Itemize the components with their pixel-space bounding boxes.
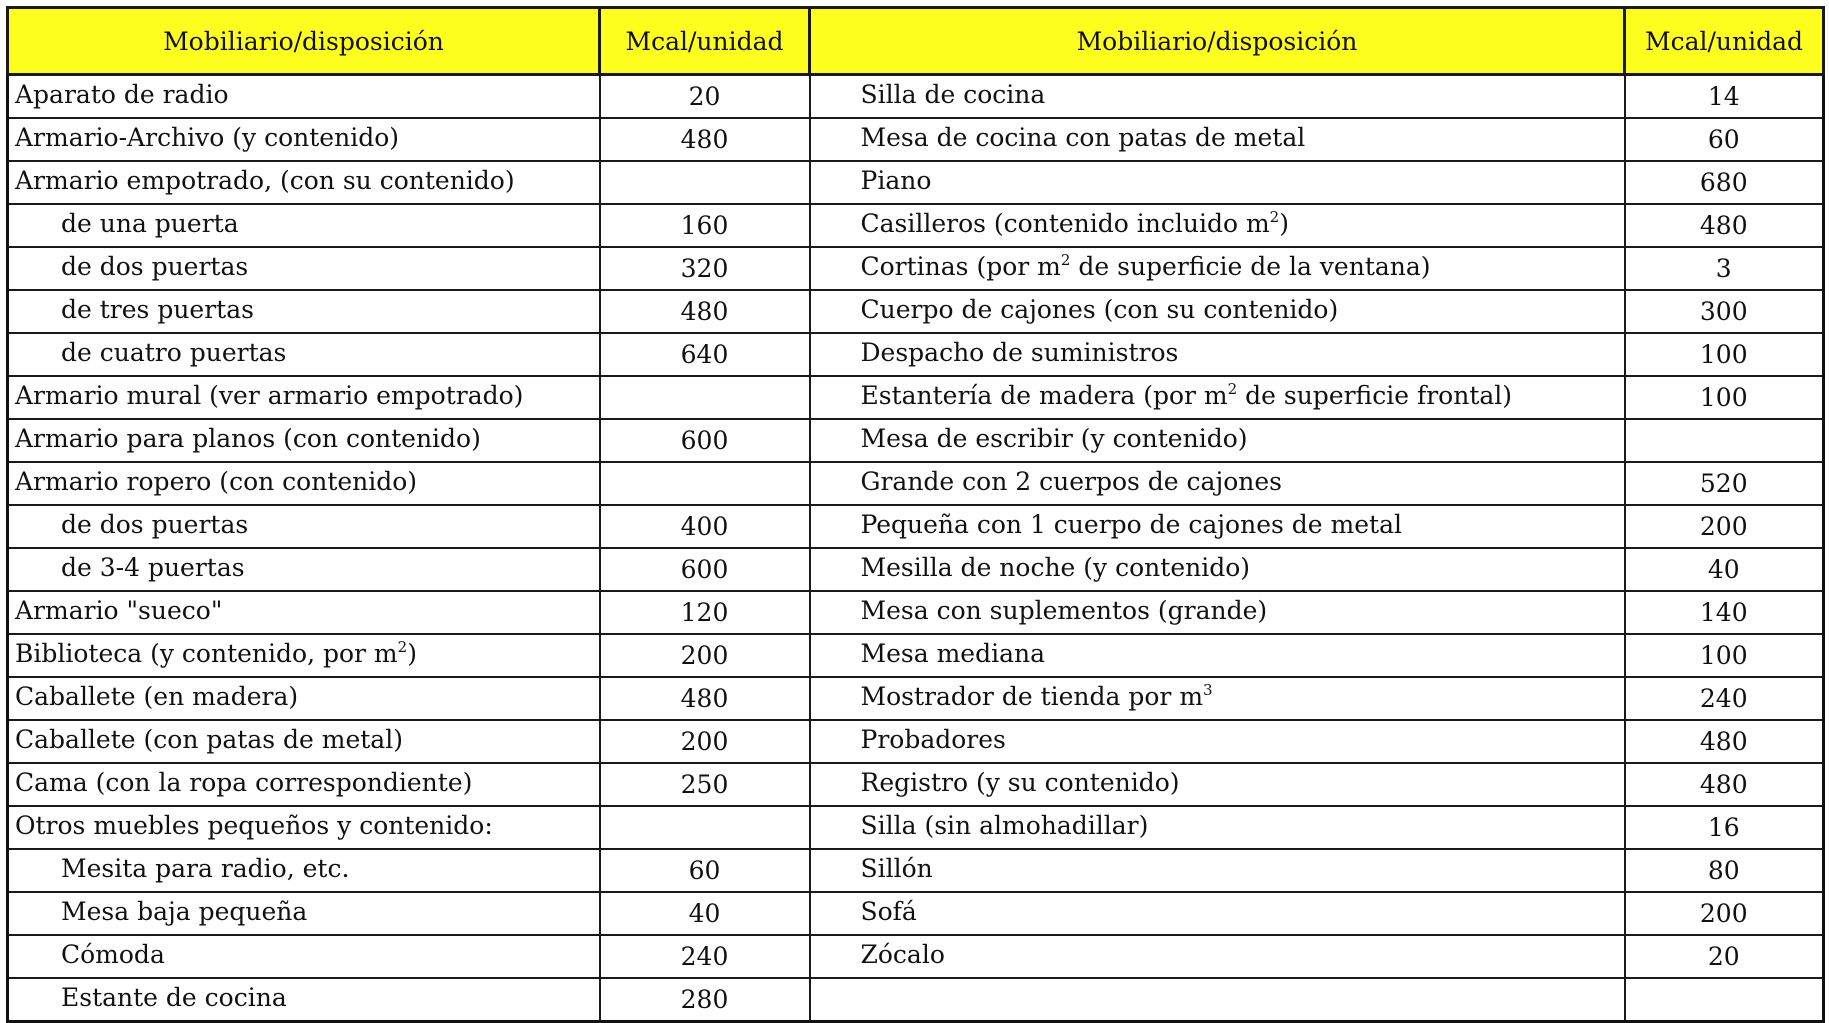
right-item-cell bbox=[810, 75, 1625, 119]
left-item-text: Armario "sueco" bbox=[15, 596, 223, 625]
header-furniture-left: Mobiliario/disposición bbox=[8, 8, 600, 75]
table-body bbox=[8, 75, 1824, 1022]
left-item-label bbox=[15, 295, 254, 324]
right-item-text: Mesilla de noche (y contenido) bbox=[860, 553, 1251, 582]
right-mcal-value: 80 bbox=[1625, 849, 1824, 892]
left-item-text: Cómoda bbox=[61, 940, 165, 969]
right-item-cell bbox=[810, 849, 1625, 892]
left-mcal-value: 20 bbox=[600, 75, 810, 119]
left-item-label bbox=[15, 639, 417, 668]
left-item-text: Armario ropero (con contenido) bbox=[15, 467, 418, 496]
right-mcal-value bbox=[1625, 419, 1824, 462]
header-furniture-right: Mobiliario/disposición bbox=[810, 8, 1625, 75]
left-item-text: Armario para planos (con contenido) bbox=[15, 424, 481, 453]
left-item-cell bbox=[8, 204, 600, 247]
left-mcal-value: 320 bbox=[600, 247, 810, 290]
right-item-text: Grande con 2 cuerpos de cajones bbox=[860, 467, 1282, 496]
left-item-label bbox=[15, 80, 229, 109]
left-item-text: de dos puertas bbox=[61, 252, 249, 281]
left-item-text: Armario mural (ver armario empotrado) bbox=[15, 381, 524, 410]
left-item-cell bbox=[8, 591, 600, 634]
left-mcal-value: 480 bbox=[600, 290, 810, 333]
left-item-cell bbox=[8, 892, 600, 935]
right-item-text: Silla (sin almohadillar) bbox=[860, 811, 1149, 840]
right-item-cell bbox=[810, 892, 1625, 935]
left-item-text: Mesita para radio, etc. bbox=[61, 854, 350, 883]
table-row bbox=[8, 935, 1824, 978]
table-row bbox=[8, 763, 1824, 806]
table-row bbox=[8, 677, 1824, 720]
right-item-superscript: 2 bbox=[1060, 251, 1071, 269]
table-row bbox=[8, 247, 1824, 290]
right-item-cell bbox=[810, 505, 1625, 548]
header-row bbox=[8, 8, 1824, 75]
right-mcal-value: 100 bbox=[1625, 376, 1824, 419]
left-item-text: de dos puertas bbox=[61, 510, 249, 539]
right-item-cell bbox=[810, 806, 1625, 849]
left-item-text: Otros muebles pequeños y contenido: bbox=[15, 811, 493, 840]
table-row bbox=[8, 118, 1824, 161]
right-item-text-suffix: de superficie de la ventana) bbox=[1070, 252, 1431, 281]
left-item-cell bbox=[8, 247, 600, 290]
right-item-text: Cuerpo de cajones (con su contenido) bbox=[860, 295, 1339, 324]
right-item-text-suffix: de superficie frontal) bbox=[1237, 381, 1513, 410]
right-item-superscript: 2 bbox=[1269, 208, 1280, 226]
left-item-cell bbox=[8, 677, 600, 720]
right-item-text-suffix: ) bbox=[1279, 209, 1289, 238]
right-mcal-value: 480 bbox=[1625, 763, 1824, 806]
left-item-cell bbox=[8, 978, 600, 1022]
right-mcal-value: 40 bbox=[1625, 548, 1824, 591]
right-mcal-value: 14 bbox=[1625, 75, 1824, 119]
table-row bbox=[8, 333, 1824, 376]
left-mcal-value bbox=[600, 462, 810, 505]
right-item-text: Silla de cocina bbox=[860, 80, 1046, 109]
right-item-cell bbox=[810, 978, 1625, 1022]
left-item-label bbox=[15, 123, 399, 152]
table-row bbox=[8, 376, 1824, 419]
right-item-text: Piano bbox=[860, 166, 932, 195]
left-mcal-value bbox=[600, 806, 810, 849]
right-item-cell bbox=[810, 677, 1625, 720]
left-item-label bbox=[15, 725, 403, 754]
left-item-text: Biblioteca (y contenido, por m bbox=[15, 639, 398, 668]
table-row bbox=[8, 634, 1824, 677]
right-mcal-value: 16 bbox=[1625, 806, 1824, 849]
right-item-cell bbox=[810, 548, 1625, 591]
right-item-cell bbox=[810, 118, 1625, 161]
furniture-energy-table bbox=[6, 6, 1825, 1023]
table-header bbox=[8, 8, 1824, 75]
left-item-label bbox=[15, 338, 286, 367]
left-mcal-value: 240 bbox=[600, 935, 810, 978]
right-item-text: Cortinas (por m bbox=[860, 252, 1061, 281]
right-mcal-value: 60 bbox=[1625, 118, 1824, 161]
left-mcal-value bbox=[600, 376, 810, 419]
left-mcal-value: 160 bbox=[600, 204, 810, 247]
left-item-text-suffix: ) bbox=[407, 639, 417, 668]
table-row bbox=[8, 505, 1824, 548]
right-mcal-value: 200 bbox=[1625, 505, 1824, 548]
right-mcal-value: 480 bbox=[1625, 720, 1824, 763]
right-item-text: Estantería de madera (por m bbox=[860, 381, 1228, 410]
right-item-cell bbox=[810, 462, 1625, 505]
right-mcal-value: 680 bbox=[1625, 161, 1824, 204]
left-item-label bbox=[15, 209, 239, 238]
right-mcal-value: 520 bbox=[1625, 462, 1824, 505]
right-item-cell bbox=[810, 290, 1625, 333]
table-row bbox=[8, 548, 1824, 591]
table-row bbox=[8, 849, 1824, 892]
right-item-text: Probadores bbox=[860, 725, 1006, 754]
left-item-label bbox=[15, 381, 523, 410]
left-item-cell bbox=[8, 720, 600, 763]
left-item-cell bbox=[8, 849, 600, 892]
left-item-label bbox=[15, 854, 349, 883]
left-item-cell bbox=[8, 806, 600, 849]
left-item-text: Mesa baja pequeña bbox=[61, 897, 308, 926]
right-mcal-value: 140 bbox=[1625, 591, 1824, 634]
left-item-label bbox=[15, 553, 245, 582]
left-item-label bbox=[15, 897, 307, 926]
right-item-text: Despacho de suministros bbox=[860, 338, 1179, 367]
left-item-cell bbox=[8, 290, 600, 333]
left-mcal-value: 640 bbox=[600, 333, 810, 376]
left-mcal-value bbox=[600, 161, 810, 204]
right-item-text: Mesa con suplementos (grande) bbox=[860, 596, 1268, 625]
right-item-text: Pequeña con 1 cuerpo de cajones de metal bbox=[860, 510, 1402, 539]
right-item-cell bbox=[810, 161, 1625, 204]
left-item-label bbox=[15, 166, 515, 195]
right-item-text: Mesa de escribir (y contenido) bbox=[860, 424, 1248, 453]
left-mcal-value: 250 bbox=[600, 763, 810, 806]
table-row bbox=[8, 892, 1824, 935]
left-item-cell bbox=[8, 161, 600, 204]
left-item-text: de tres puertas bbox=[61, 295, 254, 324]
right-item-cell bbox=[810, 591, 1625, 634]
left-item-cell bbox=[8, 634, 600, 677]
right-item-cell bbox=[810, 419, 1625, 462]
right-mcal-value: 100 bbox=[1625, 333, 1824, 376]
left-item-label bbox=[15, 467, 417, 496]
right-mcal-value: 480 bbox=[1625, 204, 1824, 247]
right-item-cell bbox=[810, 634, 1625, 677]
left-mcal-value: 480 bbox=[600, 677, 810, 720]
left-item-label bbox=[15, 596, 222, 625]
right-mcal-value: 300 bbox=[1625, 290, 1824, 333]
right-item-text: Casilleros (contenido incluido m bbox=[860, 209, 1270, 238]
left-item-cell bbox=[8, 118, 600, 161]
left-item-text: Cama (con la ropa correspondiente) bbox=[15, 768, 473, 797]
left-item-cell bbox=[8, 505, 600, 548]
left-item-label bbox=[15, 510, 248, 539]
left-item-cell bbox=[8, 935, 600, 978]
left-item-label bbox=[15, 811, 493, 840]
right-item-cell bbox=[810, 333, 1625, 376]
left-mcal-value: 400 bbox=[600, 505, 810, 548]
left-item-label bbox=[15, 983, 287, 1012]
right-item-cell bbox=[810, 763, 1625, 806]
right-item-cell bbox=[810, 204, 1625, 247]
right-item-cell bbox=[810, 376, 1625, 419]
left-item-text: Caballete (en madera) bbox=[15, 682, 299, 711]
furniture-table-container bbox=[6, 6, 1822, 1023]
right-mcal-value bbox=[1625, 978, 1824, 1022]
right-item-superscript: 2 bbox=[1227, 380, 1238, 398]
right-item-cell bbox=[810, 720, 1625, 763]
left-item-text: Armario empotrado, (con su contenido) bbox=[15, 166, 515, 195]
left-item-cell bbox=[8, 763, 600, 806]
left-item-text: de 3-4 puertas bbox=[61, 553, 245, 582]
left-item-cell bbox=[8, 333, 600, 376]
header-mcal-right: Mcal/unidad bbox=[1625, 8, 1824, 75]
right-item-text: Sillón bbox=[860, 854, 933, 883]
right-mcal-value: 3 bbox=[1625, 247, 1824, 290]
left-item-text: Aparato de radio bbox=[15, 80, 229, 109]
right-item-text: Registro (y su contenido) bbox=[860, 768, 1180, 797]
left-item-text: de cuatro puertas bbox=[61, 338, 287, 367]
right-mcal-value: 240 bbox=[1625, 677, 1824, 720]
table-row bbox=[8, 419, 1824, 462]
left-item-label bbox=[15, 682, 298, 711]
table-row bbox=[8, 978, 1824, 1022]
left-mcal-value: 200 bbox=[600, 634, 810, 677]
right-item-cell bbox=[810, 935, 1625, 978]
left-item-text: Caballete (con patas de metal) bbox=[15, 725, 403, 754]
right-item-text: Sofá bbox=[860, 897, 917, 926]
left-mcal-value: 40 bbox=[600, 892, 810, 935]
right-mcal-value: 20 bbox=[1625, 935, 1824, 978]
table-row bbox=[8, 720, 1824, 763]
left-mcal-value: 600 bbox=[600, 419, 810, 462]
left-mcal-value: 60 bbox=[600, 849, 810, 892]
table-row bbox=[8, 806, 1824, 849]
left-item-cell bbox=[8, 548, 600, 591]
left-mcal-value: 600 bbox=[600, 548, 810, 591]
left-item-text: Armario-Archivo (y contenido) bbox=[15, 123, 400, 152]
left-item-text: Estante de cocina bbox=[61, 983, 287, 1012]
left-item-cell bbox=[8, 419, 600, 462]
left-item-text: de una puerta bbox=[61, 209, 239, 238]
left-item-superscript: 2 bbox=[397, 638, 408, 656]
left-item-label bbox=[15, 940, 165, 969]
right-item-text: Mesa mediana bbox=[860, 639, 1045, 668]
table-row bbox=[8, 591, 1824, 634]
right-item-text: Zócalo bbox=[860, 940, 945, 969]
table-row bbox=[8, 75, 1824, 119]
right-mcal-value: 200 bbox=[1625, 892, 1824, 935]
right-mcal-value: 100 bbox=[1625, 634, 1824, 677]
left-item-cell bbox=[8, 75, 600, 119]
right-item-text: Mostrador de tienda por m bbox=[860, 682, 1204, 711]
table-row bbox=[8, 290, 1824, 333]
left-item-cell bbox=[8, 376, 600, 419]
right-item-superscript: 3 bbox=[1203, 681, 1213, 699]
left-mcal-value: 280 bbox=[600, 978, 810, 1022]
left-item-label bbox=[15, 768, 472, 797]
table-row bbox=[8, 462, 1824, 505]
left-item-label bbox=[15, 424, 481, 453]
left-item-cell bbox=[8, 462, 600, 505]
header-mcal-left: Mcal/unidad bbox=[600, 8, 810, 75]
table-row bbox=[8, 161, 1824, 204]
left-mcal-value: 480 bbox=[600, 118, 810, 161]
left-mcal-value: 200 bbox=[600, 720, 810, 763]
left-mcal-value: 120 bbox=[600, 591, 810, 634]
table-row bbox=[8, 204, 1824, 247]
left-item-label bbox=[15, 252, 248, 281]
right-item-cell bbox=[810, 247, 1625, 290]
right-item-text: Mesa de cocina con patas de metal bbox=[860, 123, 1306, 152]
